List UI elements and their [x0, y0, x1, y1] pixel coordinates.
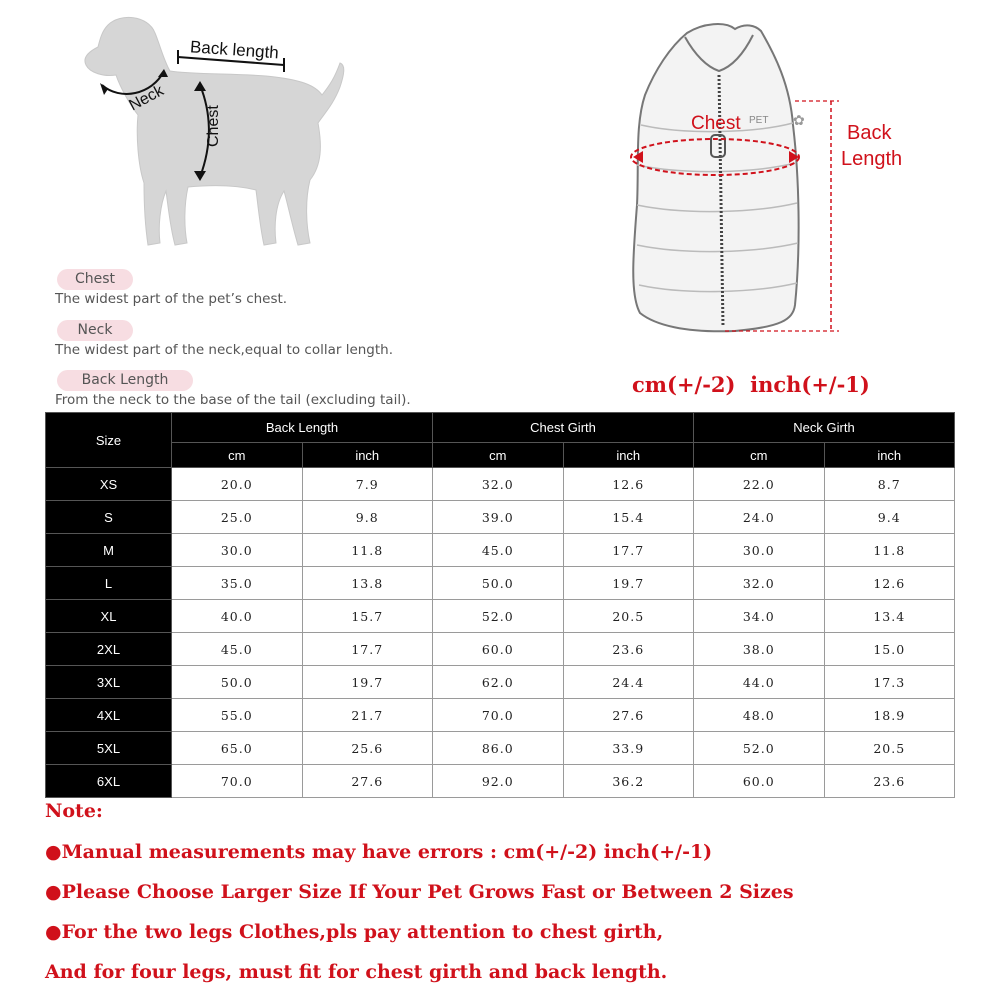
back-length-group-header: Back Length: [172, 413, 433, 443]
table-row: [46, 468, 955, 501]
size-cell: 4XL: [46, 699, 172, 732]
dog-back-length-label: Back length: [189, 37, 280, 63]
measurement-cell: 15.0: [824, 633, 955, 666]
measurement-cell: 45.0: [433, 534, 564, 567]
measurement-cell: 20.5: [563, 600, 694, 633]
term-back-length-pill: [57, 370, 193, 391]
measurement-cell: 27.6: [302, 765, 433, 798]
dog-chest-label: Chest: [205, 105, 222, 147]
measurement-cell: 18.9: [824, 699, 955, 732]
neck-girth-group-header: Neck Girth: [694, 413, 955, 443]
measurement-cell: 15.7: [302, 600, 433, 633]
measurement-cell: 70.0: [433, 699, 564, 732]
measurement-cell: 17.7: [302, 633, 433, 666]
measurement-cell: 11.8: [302, 534, 433, 567]
measurement-cell: 21.7: [302, 699, 433, 732]
note-line: ●For the two legs Clothes,pls pay attention to chest girth,: [45, 921, 664, 943]
measurement-cell: 30.0: [172, 534, 303, 567]
size-cell: XS: [46, 468, 172, 501]
measurement-cell: 17.7: [563, 534, 694, 567]
measurement-cell: 24.0: [694, 501, 825, 534]
note-title: Note:: [45, 800, 103, 822]
vest-print-text: PET: [749, 115, 769, 126]
unit-header: inch: [824, 443, 955, 468]
measurement-cell: 17.3: [824, 666, 955, 699]
measurement-cell: 13.4: [824, 600, 955, 633]
measurement-cell: 62.0: [433, 666, 564, 699]
size-cell: 2XL: [46, 633, 172, 666]
measurement-cell: 52.0: [694, 732, 825, 765]
chest-girth-group-header: Chest Girth: [433, 413, 694, 443]
measurement-cell: 9.8: [302, 501, 433, 534]
measurement-cell: 50.0: [433, 567, 564, 600]
measurement-cell: 8.7: [824, 468, 955, 501]
vest-measurement-diagram: [615, 15, 915, 345]
measurement-cell: 24.4: [563, 666, 694, 699]
dog-neck-label: Neck: [126, 82, 167, 115]
measurement-cell: 22.0: [694, 468, 825, 501]
measurement-cell: 12.6: [563, 468, 694, 501]
vest-back-label: Back: [847, 122, 892, 144]
measurement-cell: 36.2: [563, 765, 694, 798]
unit-header: inch: [563, 443, 694, 468]
term-neck-pill: [57, 320, 133, 341]
note-line: ●Please Choose Larger Size If Your Pet Grows Fast or Between 2 Sizes: [45, 881, 794, 903]
table-row: [46, 534, 955, 567]
measurement-cell: 23.6: [563, 633, 694, 666]
measurement-cell: 12.6: [824, 567, 955, 600]
measurement-cell: 11.8: [824, 534, 955, 567]
term-back-length: Back Length: [81, 372, 169, 388]
definition-back-length: From the neck to the base of the tail (excluding tail).: [55, 392, 411, 408]
measurement-cell: 20.0: [172, 468, 303, 501]
measurement-cell: 35.0: [172, 567, 303, 600]
table-row: [46, 501, 955, 534]
measurement-cell: 45.0: [172, 633, 303, 666]
measurement-cell: 19.7: [302, 666, 433, 699]
measurement-cell: 86.0: [433, 732, 564, 765]
measurement-cell: 13.8: [302, 567, 433, 600]
measurement-cell: 27.6: [563, 699, 694, 732]
measurement-cell: 19.7: [563, 567, 694, 600]
size-cell: 5XL: [46, 732, 172, 765]
size-cell: L: [46, 567, 172, 600]
measurement-cell: 32.0: [433, 468, 564, 501]
size-cell: XL: [46, 600, 172, 633]
measurement-cell: 32.0: [694, 567, 825, 600]
measurement-cell: 25.6: [302, 732, 433, 765]
size-cell: 3XL: [46, 666, 172, 699]
unit-header: cm: [433, 443, 564, 468]
svg-text:✿: ✿: [793, 112, 805, 128]
measurement-cell: 44.0: [694, 666, 825, 699]
measurement-cell: 60.0: [433, 633, 564, 666]
table-row: [46, 633, 955, 666]
measurement-cell: 40.0: [172, 600, 303, 633]
note-line: ●Manual measurements may have errors : cm(+/-2) inch(+/-1): [45, 841, 713, 863]
measurement-cell: 9.4: [824, 501, 955, 534]
table-row: [46, 765, 955, 798]
measurement-cell: 50.0: [172, 666, 303, 699]
table-row: [46, 732, 955, 765]
measurement-cell: 60.0: [694, 765, 825, 798]
size-cell: M: [46, 534, 172, 567]
measurement-cell: 15.4: [563, 501, 694, 534]
definition-chest: The widest part of the pet’s chest.: [55, 291, 288, 307]
vest-chest-label: Chest: [691, 113, 741, 134]
tolerance-heading: cm(+/-2) inch(+/-1): [632, 372, 870, 397]
measurement-cell: 55.0: [172, 699, 303, 732]
unit-header: cm: [172, 443, 303, 468]
term-neck: Neck: [77, 322, 113, 338]
term-chest-pill: [57, 269, 133, 290]
measurement-cell: 70.0: [172, 765, 303, 798]
measurement-cell: 38.0: [694, 633, 825, 666]
table-row: [46, 666, 955, 699]
size-chart-table: [45, 412, 955, 798]
measurement-cell: 65.0: [172, 732, 303, 765]
table-row: [46, 600, 955, 633]
definition-neck: The widest part of the neck,equal to collar length.: [55, 342, 394, 358]
term-chest: Chest: [74, 271, 116, 287]
measurement-cell: 20.5: [824, 732, 955, 765]
measurement-cell: 30.0: [694, 534, 825, 567]
unit-header: cm: [694, 443, 825, 468]
measurement-cell: 92.0: [433, 765, 564, 798]
vest-length-label: Length: [841, 148, 903, 170]
measurement-cell: 52.0: [433, 600, 564, 633]
size-cell: S: [46, 501, 172, 534]
measurement-cell: 33.9: [563, 732, 694, 765]
size-column-header: Size: [46, 413, 172, 468]
measurement-cell: 23.6: [824, 765, 955, 798]
size-cell: 6XL: [46, 765, 172, 798]
unit-header: inch: [302, 443, 433, 468]
measurement-cell: 34.0: [694, 600, 825, 633]
measurement-cell: 48.0: [694, 699, 825, 732]
measurement-cell: 25.0: [172, 501, 303, 534]
table-row: [46, 699, 955, 732]
dog-measurement-diagram: [60, 5, 360, 260]
measurement-cell: 7.9: [302, 468, 433, 501]
note-line: And for four legs, must fit for chest girth and back length.: [45, 961, 668, 983]
measurement-cell: 39.0: [433, 501, 564, 534]
table-row: [46, 567, 955, 600]
